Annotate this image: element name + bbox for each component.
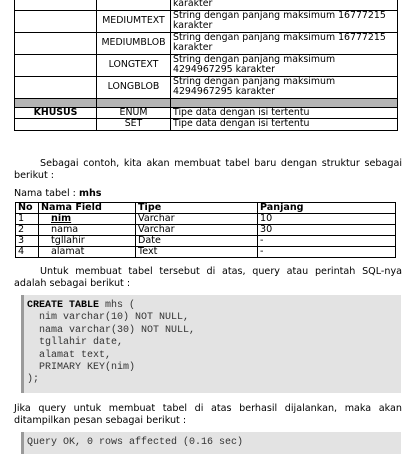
table-row: [16, 214, 396, 225]
table-row: [15, 119, 398, 131]
table-name-label: Nama tabel :: [14, 188, 79, 199]
type-name: LONGTEXT: [97, 54, 171, 76]
table-row: [15, 0, 398, 10]
type-name: LONGBLOB: [97, 76, 171, 98]
query-intro-paragraph: Untuk membuat tabel tersebut di atas, query atau perintah SQL-nya adalah sebagai berikut :: [14, 266, 402, 289]
type-description: karakter: [171, 0, 398, 10]
table-cell: -: [258, 247, 396, 258]
type-description: Tipe data dengan isi tertentu: [171, 107, 398, 119]
table-cell: tgllahir: [39, 236, 136, 247]
table-cell: -: [258, 236, 396, 247]
table-row: [15, 76, 398, 98]
table-cell: 30: [258, 225, 396, 236]
table-cell: Text: [136, 247, 258, 258]
intro-paragraph: Sebagai contoh, kita akan membuat tabel baru dengan struktur sebagai berikut :: [14, 158, 402, 181]
type-name: MEDIUMBLOB: [97, 32, 171, 54]
table-row: [15, 10, 398, 32]
code-line: tgllahir date,: [39, 337, 124, 349]
sql-code: [27, 300, 195, 387]
query-output: Query OK, 0 rows affected (0.16 sec): [27, 437, 244, 448]
primary-key-field: nim: [51, 213, 72, 224]
type-description: String dengan panjang maksimum 4294967295 karakter: [171, 76, 398, 98]
table-cell: 2: [16, 225, 39, 236]
table-row: [15, 54, 398, 76]
output-block-bar: [21, 432, 24, 454]
code-line: nama varchar(30) NOT NULL,: [39, 324, 196, 336]
code-line: mhs (: [99, 300, 136, 311]
code-block-bar: [21, 295, 24, 393]
table-cell: Varchar: [136, 225, 258, 236]
mhs-structure-table: [15, 202, 396, 258]
column-header: Nama Field: [39, 203, 136, 214]
type-description: String dengan panjang maksimum 4294967295 karakter: [171, 54, 398, 76]
table-row: [16, 225, 396, 236]
code-line: nim varchar(10) NOT NULL,: [39, 312, 190, 324]
type-name: SET: [97, 119, 171, 131]
column-header: No: [16, 203, 39, 214]
column-header: Tipe: [136, 203, 258, 214]
type-description: Tipe data dengan isi tertentu: [171, 119, 398, 131]
category-label: KHUSUS: [15, 107, 97, 119]
table-cell: alamat: [39, 247, 136, 258]
column-header: Panjang: [258, 203, 396, 214]
table-header-row: [16, 203, 396, 214]
type-name: ENUM: [97, 107, 171, 119]
separator-row: [15, 98, 398, 107]
result-intro-paragraph: Jika query untuk membuat tabel di atas berhasil dijalankan, maka akan ditampilkan pesan sebagai berikut :: [14, 403, 402, 426]
table-row: [16, 247, 396, 258]
code-line: PRIMARY KEY(nim): [39, 362, 136, 374]
table-name: mhs: [78, 188, 102, 199]
table-cell: Date: [136, 236, 258, 247]
type-name: MEDIUMTEXT: [97, 10, 171, 32]
table-cell: Varchar: [136, 214, 258, 225]
table-cell: 1: [16, 214, 39, 225]
table-cell: 4: [16, 247, 39, 258]
table-cell: 3: [16, 236, 39, 247]
code-line: alamat text,: [39, 349, 112, 361]
table-cell: nama: [39, 225, 136, 236]
type-description: String dengan panjang maksimum 16777215 karakter: [171, 32, 398, 54]
data-type-table: [14, 0, 398, 131]
table-row: [15, 32, 398, 54]
type-description: String dengan panjang maksimum 16777215 karakter: [171, 10, 398, 32]
table-row: [15, 107, 398, 119]
sql-keyword: CREATE TABLE: [27, 300, 100, 311]
table-name-line: [14, 188, 102, 199]
table-cell: 10: [258, 214, 396, 225]
code-line: );: [27, 374, 40, 386]
table-row: [16, 236, 396, 247]
